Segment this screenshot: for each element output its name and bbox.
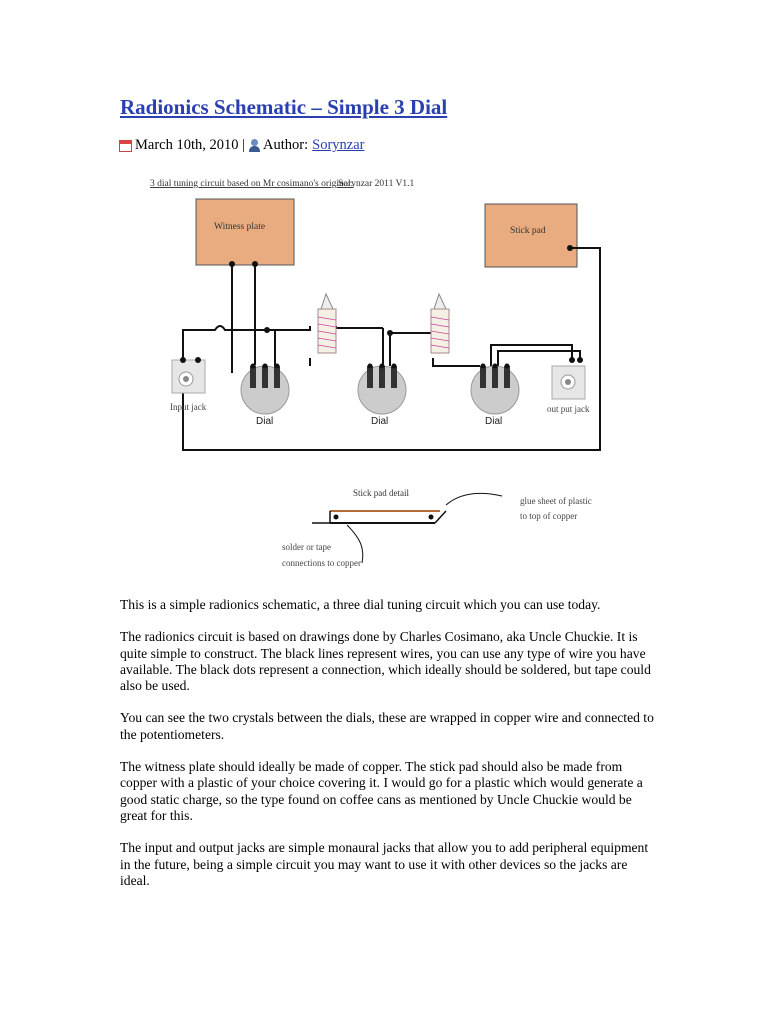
dial-3 [471,366,519,427]
input-jack-label: Input jack [170,402,207,412]
calendar-icon [119,140,132,152]
solder-note-line1: solder or tape [282,542,331,552]
witness-plate-label: Witness plate [214,222,266,232]
dial-1 [241,366,289,427]
page-title[interactable]: Radionics Schematic – Simple 3 Dial [120,95,448,119]
stick-pad-detail-label: Stick pad detail [353,488,409,498]
solder-note-line2: connections to copper [282,558,361,568]
author-link[interactable]: Sorynzar [312,137,365,153]
stick-pad-detail [312,493,502,563]
crystal-1 [318,294,336,353]
input-jack [170,360,207,412]
schematic-diagram [150,168,630,578]
author-label: Author: [263,137,309,153]
paragraph-jacks: The input and output jacks are simple monaural jacks that allow you to add peripheral equipment in the future, being a simple circuit you may want to use it with other devices so the jacks are ideal. [120,840,649,888]
paragraph-intro: This is a simple radionics schematic, a three dial tuning circuit which you can use today. [120,597,601,612]
glue-sheet-note-line2: to top of copper [520,511,578,521]
diagram-version: Sorynzar 2011 V1.1 [338,179,415,189]
paragraph-witness-plate: The witness plate should ideally be made of copper. The stick pad should also be made from copper with a plastic of your choice covering it. I would go for a plastic which would generate a good static charge, so the type found on coffee cans as mentioned by Uncle Chuckie would be great for this. [120,759,643,823]
article-body [120,597,660,905]
stick-pad-label: Stick pad [510,226,546,236]
witness-plate [196,199,294,265]
paragraph-crystals: You can see the two crystals between the dials, these are wrapped in copper wire and connected to the potentiometers. [120,710,654,742]
dial-2 [358,366,406,427]
post-date: March 10th, 2010 | [135,137,246,153]
output-jack [547,366,590,414]
paragraph-origin: The radionics circuit is based on drawings done by Charles Cosimano, aka Uncle Chuckie. It is quite simple to construct. The black lines represent wires, you can use any type of wire you have available. The black dots represent a connection, which ideally should be soldered, but tape could also be used. [120,629,651,694]
output-jack-label: out put jack [547,404,590,414]
diagram-caption: 3 dial tuning circuit based on Mr cosimano's original: [150,179,354,189]
post-meta [119,137,364,154]
dial-3-label: Dial [485,416,503,427]
dial-1-label: Dial [256,416,274,427]
author-icon [248,139,261,153]
dial-2-label: Dial [371,416,389,427]
crystal-2 [431,294,449,353]
glue-sheet-note-line1: glue sheet of plastic [520,496,592,506]
